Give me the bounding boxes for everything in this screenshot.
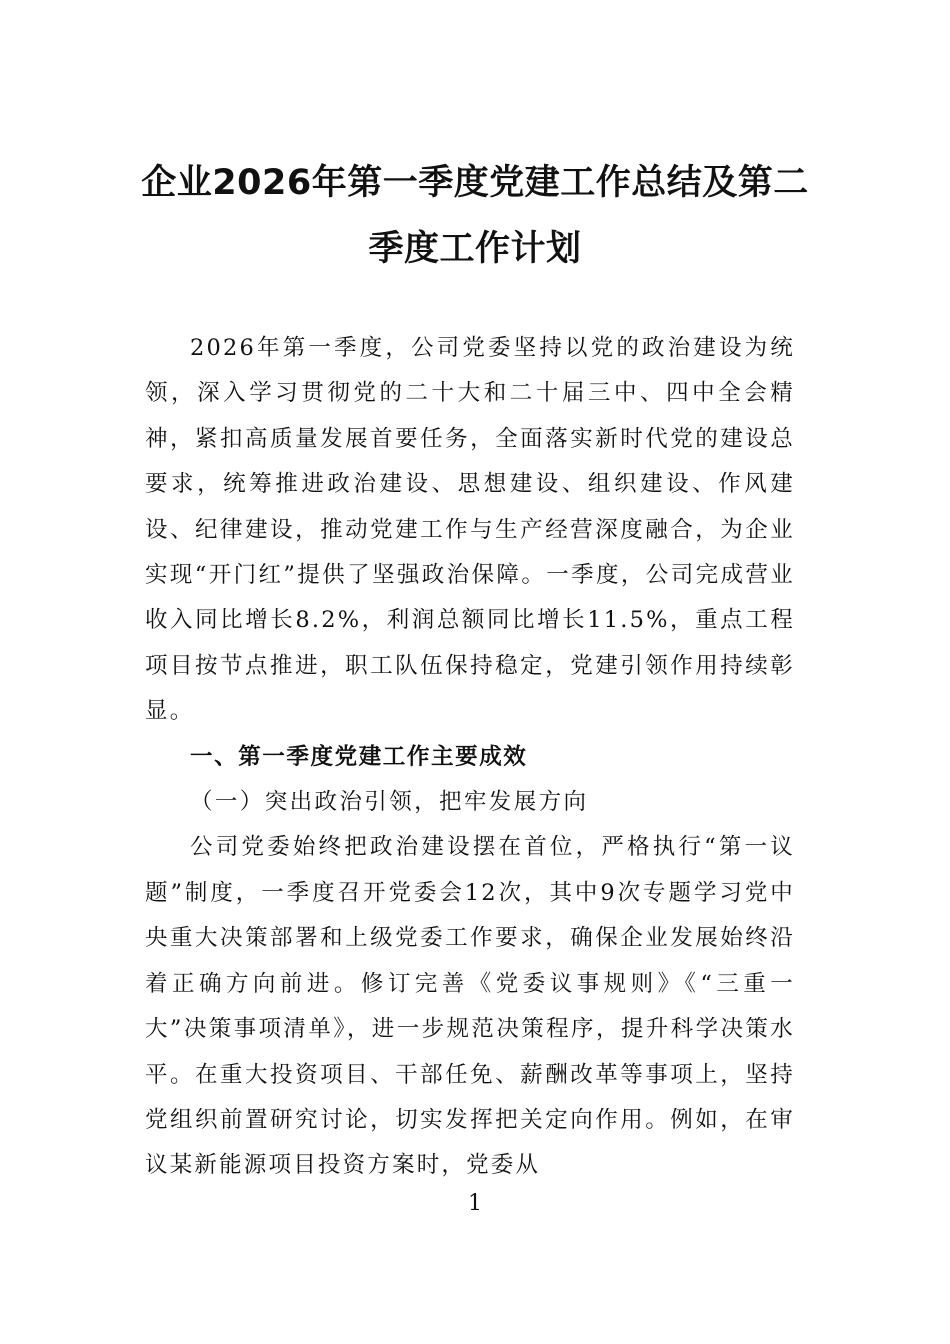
- page-number: 1: [468, 1191, 482, 1216]
- section-heading-1: 一、第一季度党建工作主要成效: [190, 743, 528, 770]
- intro-paragraph: 2026年第一季度，公司党委坚持以党的政治建设为统领，深入学习贯彻党的二十大和二十届三中、四中全会精神，紧扣高质量发展首要任务，全面落实新时代党的建设总要求，统筹推进政治建设、思想建设、组织建设、作风建设、纪律建设，推动党建工作与生产经营深度融合，为企业实现“开门红”提供了坚强政治保障。一季度，公司完成营业收入同比增长8.2%，利润总额同比增长11.5%，重点工程项目按节点推进，职工队伍保持稳定，党建引领作用持续彰显。: [145, 335, 795, 725]
- title-line-1: 企业2026年第一季度党建工作总结及第二: [141, 163, 809, 203]
- subsection-1-paragraph: 公司党委始终把政治建设摆在首位，严格执行“第一议题”制度，一季度召开党委会12次，其中9次专题学习党中央重大决策部署和上级党委工作要求，确保企业发展始终沿着正确方向前进。修订完善《党委议事规则》《“三重一大”决策事项清单》，进一步规范决策程序，提升科学决策水平。在重大投资项目、干部任免、薪酬改革等事项上，坚持党组织前置研究讨论，切实发挥把关定向作用。例如，在审议某新能源项目投资方案时，党委从: [145, 834, 795, 1179]
- document-body: [145, 326, 795, 1189]
- subsection-heading-1: （一）突出政治引领，把牢发展方向: [190, 789, 589, 816]
- document-title: [120, 150, 830, 282]
- title-line-2: 季度工作计划: [368, 229, 582, 269]
